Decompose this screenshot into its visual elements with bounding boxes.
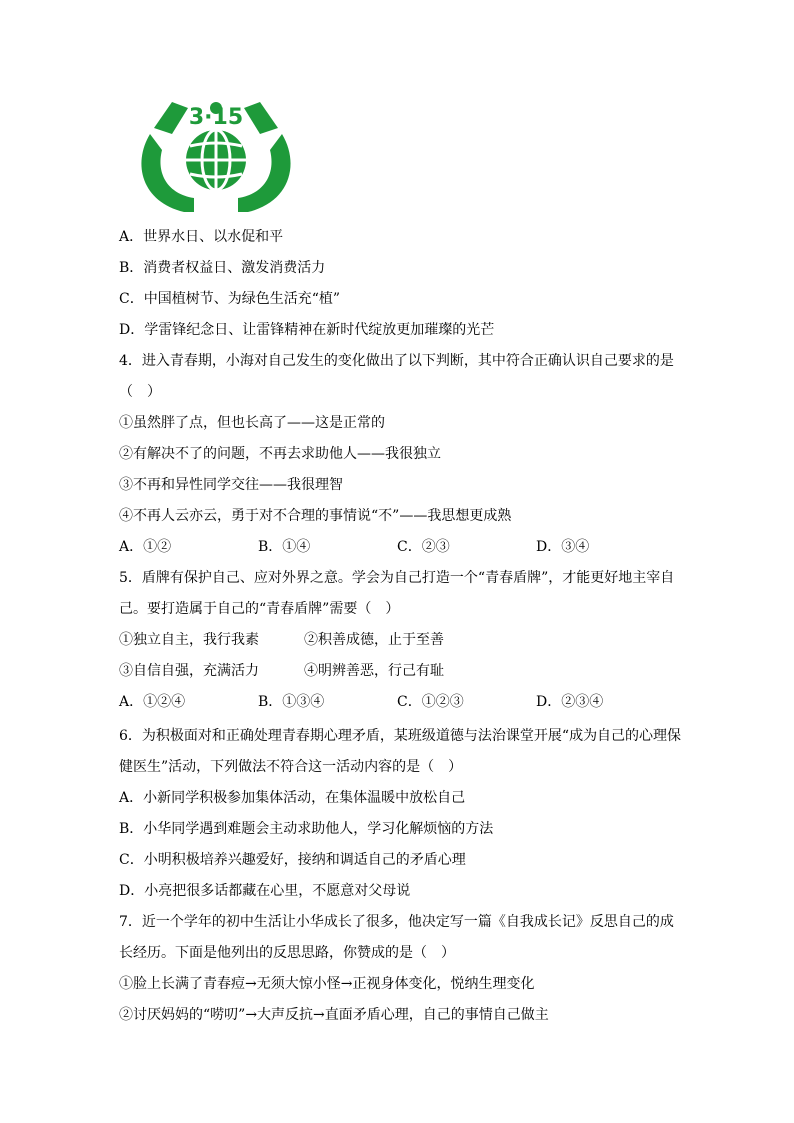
q3-option-b: B．消费者权益日、激发消费活力	[119, 260, 326, 276]
q6-stem-line2: 健医生”活动，下列做法不符合这一活动内容的是（ ）	[119, 759, 463, 775]
q4-item-1: ①虽然胖了点，但也长高了——这是正常的	[119, 415, 385, 431]
q6-option-b: B．小华同学遇到难题会主动求助他人，学习化解烦恼的方法	[119, 821, 494, 837]
q6-option-d: D．小亮把很多话都藏在心里，不愿意对父母说	[119, 883, 411, 899]
q5-item-4: ④明辨善恶，行己有耻	[304, 663, 444, 679]
q4-option-b: B．①④	[258, 539, 311, 555]
q5-stem-line1: 5．盾牌有保护自己、应对外界之意。学会为自己打造一个“青春盾牌”，才能更好地主宰自	[119, 570, 675, 586]
q4-item-2: ②有解决不了的问题，不再去求助他人——我很独立	[119, 446, 441, 462]
q5-option-d: D．②③④	[536, 694, 604, 710]
q3-option-a: A．世界水日、以水促和平	[119, 229, 284, 245]
q4-option-c: C．②③	[397, 539, 450, 555]
q5-item-3: ③自信自强，充满活力	[119, 663, 259, 679]
q4-item-4: ④不再人云亦云，勇于对不合理的事情说“不”——我思想更成熟	[119, 508, 512, 524]
q4-option-a: A．①②	[119, 539, 172, 555]
q5-stem-line2: 己。要打造属于自己的“青春盾牌”需要（ ）	[119, 601, 400, 617]
q6-stem-line1: 6．为积极面对和正确处理青春期心理矛盾，某班级道德与法治课堂开展“成为自己的心理保	[119, 728, 682, 744]
q5-item-2: ②积善成德，止于至善	[304, 632, 444, 648]
q7-item-1: ①脸上长满了青春痘→无须大惊小怪→正视身体变化，悦纳生理变化	[119, 976, 535, 992]
consumer-rights-logo	[132, 94, 300, 214]
q5-item-1: ①独立自主，我行我素	[119, 632, 259, 648]
q7-item-2: ②讨厌妈妈的“唠叨”→大声反抗→直面矛盾心理，自己的事情自己做主	[119, 1007, 549, 1023]
q7-stem-line2: 长经历。下面是他列出的反思思路，你赞成的是（ ）	[119, 945, 455, 961]
q6-option-a: A．小新同学积极参加集体活动，在集体温暖中放松自己	[119, 790, 466, 806]
q5-option-c: C．①②③	[397, 694, 464, 710]
q3-option-c: C．中国植树节、为绿色生活充“植”	[119, 291, 341, 307]
q7-stem-line1: 7．近一个学年的初中生活让小华成长了很多，他决定写一篇《自我成长记》反思自己的成	[119, 914, 674, 930]
q5-option-a: A．①②④	[119, 694, 186, 710]
q4-stem-line2: （ ）	[119, 384, 161, 400]
q6-option-c: C．小明积极培养兴趣爱好，接纳和调适自己的矛盾心理	[119, 852, 466, 868]
q5-option-b: B．①③④	[258, 694, 325, 710]
q4-stem-line1: 4．进入青春期，小海对自己发生的变化做出了以下判断，其中符合正确认识自己要求的是	[119, 353, 674, 369]
q4-option-d: D．③④	[536, 539, 590, 555]
q3-option-d: D．学雷锋纪念日、让雷锋精神在新时代绽放更加璀璨的光芒	[119, 322, 495, 338]
logo-text: 3·15	[188, 105, 244, 130]
q4-item-3: ③不再和异性同学交往——我很理智	[119, 477, 343, 493]
